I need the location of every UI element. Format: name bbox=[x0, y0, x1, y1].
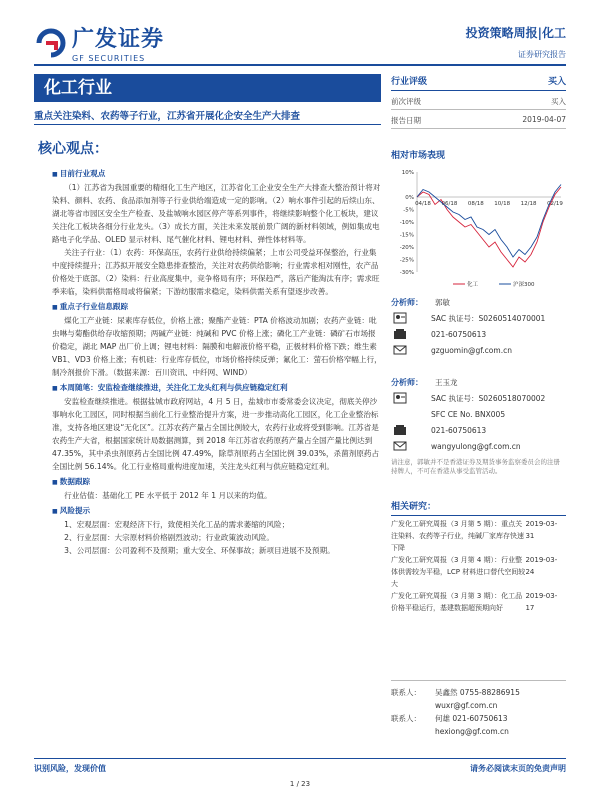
footer-slogan: 识别风险，发现价值 bbox=[34, 764, 106, 773]
related-list bbox=[391, 518, 566, 614]
performance-title: 相对市场表现 bbox=[391, 151, 446, 161]
contact-email: wuxr@gf.com.cn bbox=[435, 701, 498, 710]
y-tick-label: -25% bbox=[399, 257, 414, 264]
performance-chart bbox=[391, 162, 566, 292]
footer-divider bbox=[34, 758, 566, 759]
email-icon bbox=[393, 344, 407, 356]
y-tick-label: 0% bbox=[405, 195, 414, 201]
y-tick-label: -30% bbox=[399, 270, 414, 276]
x-tick-label: 06/18 bbox=[441, 201, 458, 207]
related-item-date: 2019-03-31 bbox=[525, 520, 558, 540]
header-divider bbox=[34, 64, 566, 66]
analyst-email: gzguomin@gf.com.cn bbox=[431, 345, 512, 355]
paragraph: 煤化工产业链：尿素库存低位，价格上涨；聚酯产业链：PTA 价格波动加剧；农药产业链：吡虫啉与菊酯供给存收缩预期；两碱产业链：纯碱和 PVC 价格上涨；磷化工产业链：磷矿石市场报价稳定，湖北 MAP 出厂价上调；锂电材料：隔膜和电解液价格平稳，正极材料价格下跌；维生素 VB1、VD3 价格上涨；有机硅：行业库存低位，市场价格持续反弹；氟化工：萤石价格窄幅上行，制冷剂报价下滑。（数据来源：百川资讯、中纤网、WIND） bbox=[52, 316, 382, 377]
gf-logo-icon bbox=[34, 28, 68, 58]
report-date-row bbox=[391, 115, 566, 129]
legend-label: 沪深300 bbox=[513, 282, 535, 288]
analyst-label: 分析师： bbox=[391, 377, 423, 387]
x-tick-label: 08/18 bbox=[467, 201, 484, 207]
section-title: ■ 重点子行业信息跟踪 bbox=[52, 300, 382, 314]
y-tick-label: -10% bbox=[399, 220, 414, 226]
x-tick-label: 02/19 bbox=[547, 201, 563, 207]
main-content bbox=[52, 165, 382, 557]
analyst-cert-sfc: SFC CE No. BNX005 bbox=[431, 409, 506, 419]
contact-label: 联系人： bbox=[391, 714, 421, 723]
analyst-cert: SAC 执证号：S0260514070001 bbox=[431, 313, 546, 323]
related-item[interactable] bbox=[391, 590, 566, 614]
prev-rating-label: 前次评级 bbox=[391, 97, 421, 106]
rating-label: 行业评级 bbox=[391, 77, 428, 87]
related-item-text[interactable]: 广发化工研究周报（3 月第 5 期）：重点关注染料、农药等子行业，纯碱厂家库存快速下降 bbox=[391, 520, 524, 552]
section-title: ■ 目前行业观点 bbox=[52, 167, 382, 181]
risk-item: 3、公司层面：公司盈利不及预期；重大安全、环保事故；新项目进展不及预期。 bbox=[64, 546, 335, 555]
y-tick-label: -5% bbox=[403, 207, 414, 214]
legend-label: 化工 bbox=[467, 282, 479, 288]
analyst-name: 王玉龙 bbox=[435, 377, 458, 387]
section-title: ■ 本周随笔：安监检查继续推进，关注化工龙头红利与供应链稳定红利 bbox=[52, 381, 382, 395]
related-item-date: 2019-03-24 bbox=[525, 556, 558, 576]
email-icon bbox=[393, 440, 407, 452]
core-heading: 核心观点： bbox=[38, 141, 108, 157]
contact-email: hexiong@gf.com.cn bbox=[435, 727, 509, 736]
logo bbox=[34, 22, 164, 63]
analyst-name: 郭敏 bbox=[435, 297, 450, 307]
subtitle-divider bbox=[34, 124, 381, 125]
header-right bbox=[466, 24, 566, 60]
contact-label: 联系人： bbox=[391, 688, 421, 697]
series-line bbox=[417, 185, 561, 258]
x-tick-label: 10/18 bbox=[494, 201, 511, 207]
badge-icon bbox=[393, 312, 407, 324]
prev-rating-row bbox=[391, 96, 566, 110]
logo-text-cn: 广发证券 bbox=[72, 27, 165, 52]
phone-icon bbox=[393, 424, 407, 436]
contact-block bbox=[391, 680, 566, 738]
risk-item: 2、行业层面：大宗原材料价格剧烈波动；行业政策波动风险。 bbox=[64, 533, 275, 542]
x-tick-label: 04/18 bbox=[415, 201, 431, 207]
y-tick-label: 10% bbox=[401, 170, 414, 176]
contact-value: 何雄 021-60750613 bbox=[435, 714, 508, 723]
analyst-block-2 bbox=[391, 374, 545, 454]
report-subtitle: 重点关注染料、农药等子行业，江苏省开展化企安全生产大排查 bbox=[34, 111, 301, 122]
analyst-label: 分析师： bbox=[391, 297, 423, 307]
analyst-cert: SAC 执证号：S0260518070002 bbox=[431, 393, 546, 403]
report-type: 投资策略周报|化工 bbox=[465, 26, 566, 40]
related-item[interactable] bbox=[391, 518, 566, 554]
x-tick-label: 12/18 bbox=[520, 201, 537, 207]
y-tick-label: -20% bbox=[399, 245, 414, 251]
paragraph: 行业估值：基础化工 PE 水平低于 2012 年 1 月以来的均值。 bbox=[64, 491, 272, 500]
series-line bbox=[417, 187, 561, 267]
contact-value: 吴鑫然 0755-88286915 bbox=[435, 688, 520, 697]
paragraph: 安监检查继续推进。根据盐城市政府网站，4 月 5 日，盐城市市委常委会议决定，彻底关停沙事响水化工园区，同时根据当前化工行业整治提升方案，进一步推动高化工园区，化工企业整治标准，支持各地区建设“无化区”。江苏农药产量占全国比例较大，农药行业或将受到影响。江苏省是农药生产大省，根据国家统计局数据测算，到 2018 年江苏省农药原药产量占全国产量比例达到 47.35%，其中杀虫剂原药占全国比例 47.49%，除草剂原药占全国比例 39.03%，杀菌剂原药占全国比例 56.14%。化工行业格局重构进度加速，关注龙头红利与供应链稳定红利。 bbox=[52, 397, 380, 471]
related-item-text[interactable]: 广发化工研究周报（3 月第 3 期）：化工品价格平稳运行，基建数据超预期向好 bbox=[391, 592, 523, 612]
rating-box bbox=[391, 74, 566, 129]
badge-icon bbox=[393, 392, 407, 404]
page-number: 1 / 23 bbox=[289, 780, 311, 788]
footer-disclaimer: 请务必阅读末页的免责声明 bbox=[470, 764, 566, 773]
related-item[interactable] bbox=[391, 554, 566, 590]
report-date-value: 2019-04-07 bbox=[522, 115, 566, 124]
industry-banner: 化工行业 bbox=[34, 74, 381, 102]
prev-rating-value: 买入 bbox=[551, 97, 566, 106]
disclaimer: 请注意，郭敏并不是香港证券及期货事务监察委员会的注册持牌人，不可在香港从事受监管活动。 bbox=[391, 458, 560, 475]
related-item-date: 2019-03-17 bbox=[525, 592, 558, 612]
analyst-phone: 021-60750613 bbox=[431, 329, 487, 339]
logo-text-en: GF SECURITIES bbox=[72, 54, 146, 63]
analyst-block-1 bbox=[391, 294, 545, 358]
report-category: 证券研究报告 bbox=[518, 50, 566, 59]
section-title: ■ 风险提示 bbox=[52, 504, 382, 518]
phone-icon bbox=[393, 328, 407, 340]
risk-item: 1、宏观层面：宏观经济下行，致使相关化工品的需求萎缩的风险； bbox=[64, 520, 290, 529]
section-title: ■ 数据跟踪 bbox=[52, 475, 382, 489]
analyst-phone: 021-60750613 bbox=[431, 425, 487, 435]
related-title: 相关研究： bbox=[391, 499, 566, 516]
analyst-email: wangyulong@gf.com.cn bbox=[431, 441, 521, 451]
report-date-label: 报告日期 bbox=[391, 116, 421, 125]
y-tick-label: -15% bbox=[399, 232, 414, 239]
rating-value: 买入 bbox=[547, 77, 566, 87]
related-item-text[interactable]: 广发化工研究周报（3 月第 4 期）：行业整体供需较为平稳，LCP 材料进口替代空间较大 bbox=[391, 556, 526, 588]
paragraph: （1）江苏省为我国重要的精细化工生产地区，江苏省化工企业安全生产大排查大整治预计将对染料、颜料、农药、食品添加剂等子行业供给端造成一定的影响。（2）响水事件引起的后续山东、湖北等省市园区安全生产检查、及盐城响水园区停产等系列事件，将继续影响整个化工板块，建议关注化工板块各细分行业龙头。（3）成长方面，关注未来发展前景广阔的新材料领域，例如集成电路电子化学品、OLED 显示材料、尾气催化材料、锂电材料、弹性体材料等。 bbox=[52, 183, 381, 244]
rating-head bbox=[391, 74, 566, 91]
paragraph: 关注子行业：（1）农药：环保高压，农药行业供给持续偏紧；上市公司受益环保整治，行业集中度持续提升；江苏拟开展安全隐患排查整治，关注对农药供给影响；行业需求相对刚性，农产品价格处于底部。（2）染料：行业高度集中，竞争格局有序；环保趋严，落后产能淘汰有序；需求旺季来临，染料供需格局或将偏紧；下游纺服需求稳定，染料供需关系有望逐步改善。 bbox=[52, 248, 380, 296]
